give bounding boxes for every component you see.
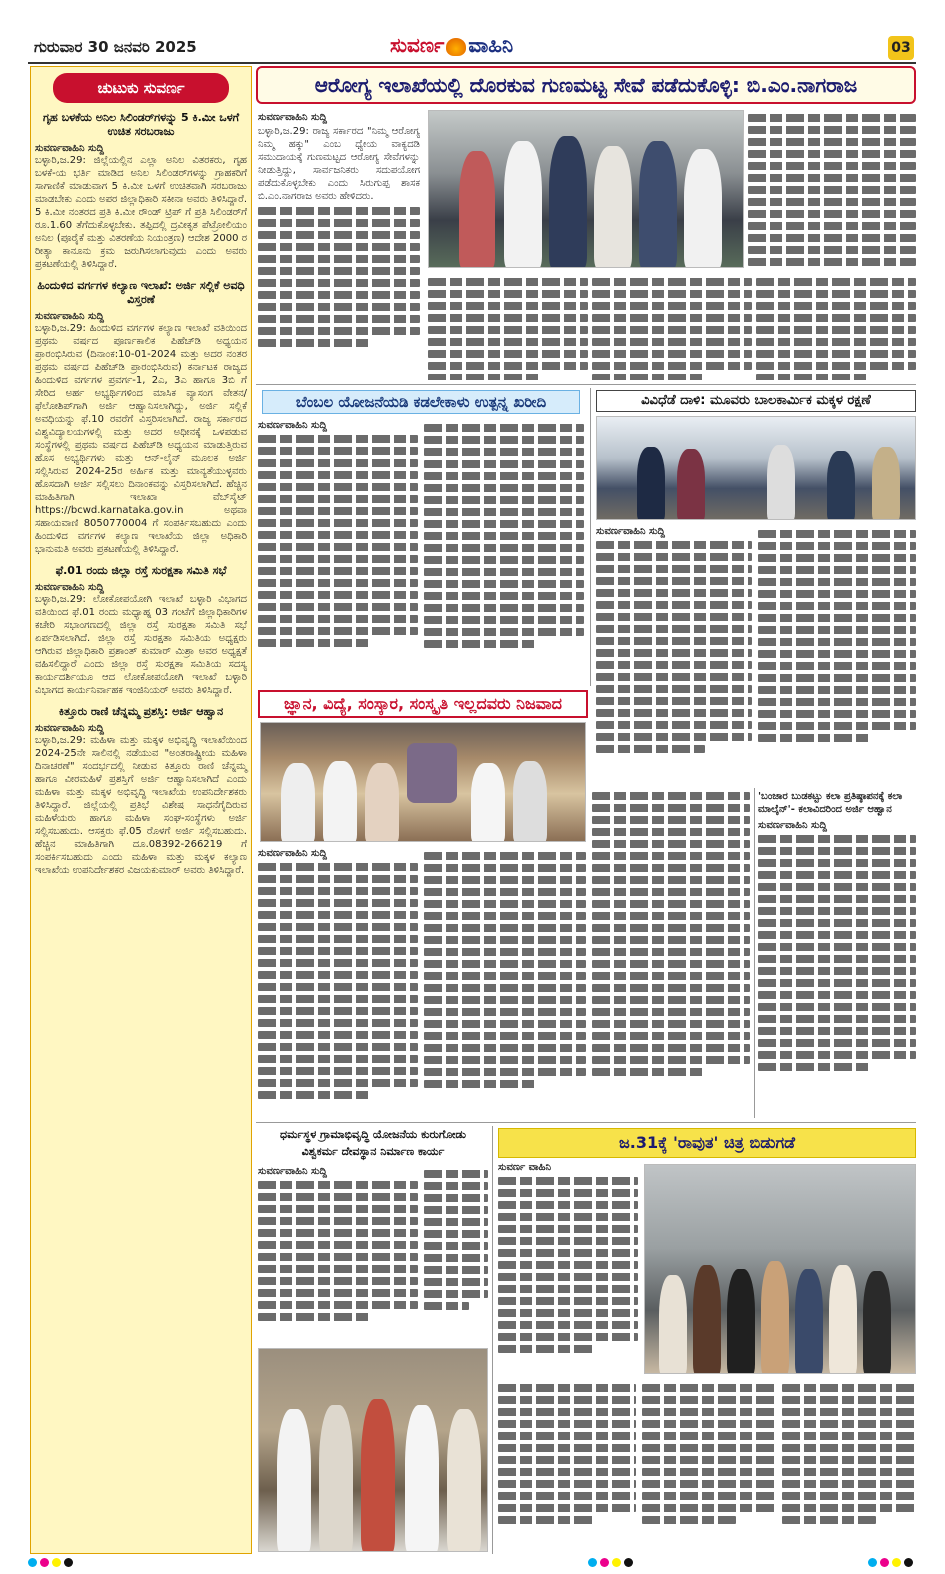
flame-logo-icon xyxy=(446,38,466,56)
jnana-col-1 xyxy=(258,848,418,1116)
brief-body: ಬಳ್ಳಾರಿ,ಜ.29: ಮಹಿಳಾ ಮತ್ತು ಮಕ್ಕಳ ಅಭಿವೃದ್ಧಿ ಇಲಾಖೆಯಿಂದ 2024-25ನೇ ಸಾಲಿನಲ್ಲಿ ನಡೆಯುವ "ಅಂತರಾಷ್ಟ್ರೀಯ ಮಹಿಳಾ ದಿನಾಚರಣೆ" ಸಂದರ್ಭದಲ್ಲಿ ನೀಡುವ ಕಿತ್ತೂರು ರಾಣಿ ಚೆನ್ನಮ್ಮ ಹಾಗೂ ವೀರಮಹಿಳೆ ಪ್ರಶಸ್ತಿಗೆ ಅರ್ಜಿ ಆಹ್ವಾನಿಸಲಾಗಿದೆ ಎಂದು ಮಹಿಳಾ ಮತ್ತು ಮಕ್ಕಳ ಅಭಿವೃದ್ಧಿ ಇಲಾಖೆಯ ಉಪನಿರ್ದೇಶಕರು ತಿಳಿಸಿದ್ದಾರೆ. ಜಿಲ್ಲೆಯಲ್ಲಿ ಪ್ರತಿಭೆ ವಿಶೇಷ ಸಾಧನೆಗೈದಿರುವ ಮಹಿಳೆಯರು ಹಾಗೂ ಮಹಿಳಾ ಸಂಘ-ಸಂಸ್ಥೆಗಳು ಅರ್ಜಿ ಸಲ್ಲಿಸಬಹುದು. ಆಸಕ್ತರು ಫೆ.05 ರೊಳಗೆ ಅರ್ಜಿ ಸಲ್ಲಿಸಬಹುದು. ಹೆಚ್ಚಿನ ಮಾಹಿತಿಗಾಗಿ ದೂ.08392-266219 ಗೆ ಸಂಪರ್ಕಿಸಬಹುದು ಎಂದು ಮಹಿಳಾ ಮತ್ತು ಮಕ್ಕಳ ಕಲ್ಯಾಣ ಇಲಾಖೆಯ ಉಪನಿರ್ದೇಶಕರ ವಿಜಯಕುಮಾರ್ ಅವರು ತಿಳಿಸಿದ್ದಾರೆ. xyxy=(35,735,247,876)
briefs-banner: ಚುಟುಕು ಸುವರ್ಣ xyxy=(53,73,229,103)
child-labour-photo xyxy=(596,416,916,520)
bengala-col-1 xyxy=(258,420,418,682)
bengala-source: ಸುವರ್ಣವಾಹಿನಿ ಸುದ್ದಿ xyxy=(258,420,327,431)
brief-source: ಸುವರ್ಣವಾಹಿನಿ ಸುದ್ದಿ xyxy=(35,582,104,593)
child-labour-col-1 xyxy=(596,526,752,784)
page-number: 03 xyxy=(888,36,914,60)
column-divider xyxy=(590,388,591,686)
kalavidaru-headline: 'ಬಂಜಾರ ಬುಡಕಟ್ಟು ಕಲಾ ಪ್ರತಿಷ್ಠಾಪನಕ್ಕೆ ಕಲಾ ಮಾಲ್ಕೆನ್'- ಕಲಾವಿದರಿಂದ ಅರ್ಜಿ ಆಹ್ವಾನ xyxy=(758,791,903,815)
bengala-headline: ಬೆಂಬಲ ಯೋಜನೆಯಡಿ ಕಡಲೇಕಾಳು ಉತ್ಪನ್ನ ಖರೀದಿ xyxy=(262,390,580,414)
brief-source: ಸುವರ್ಣವಾಹಿನಿ ಸುದ್ದಿ xyxy=(35,723,104,734)
masthead-rule xyxy=(28,62,916,64)
child-labour-source: ಸುವರ್ಣವಾಹಿನಿ ಸುದ್ದಿ xyxy=(596,526,665,537)
main-story-col-3 xyxy=(592,274,752,380)
child-labour-col-2 xyxy=(758,526,916,784)
ravuta-source: ಸುವರ್ಣ ವಾಹಿನಿ xyxy=(498,1162,552,1173)
dharmasthala-col-2 xyxy=(424,1166,488,1342)
section-divider xyxy=(256,1122,916,1123)
brief-source: ಸುವರ್ಣವಾಹಿನಿ ಸುದ್ದಿ xyxy=(35,143,104,154)
main-story-col-2 xyxy=(428,274,588,380)
jnana-headline: ಜ್ಞಾನ, ವಿದ್ಯೆ, ಸಂಸ್ಕಾರ, ಸಂಸ್ಕೃತಿ ಇಲ್ಲದವರು ನಿಜವಾದ xyxy=(258,690,588,718)
brief-body: ಬಳ್ಳಾರಿ,ಜ.29: ಹಿಂದುಳಿದ ವರ್ಗಗಳ ಕಲ್ಯಾಣ ಇಲಾಖೆ ವತಿಯಿಂದ ಪ್ರಥಮ ವರ್ಷದ ಪೂರ್ಣಕಾಲಿಕ ಪಿಹೆಚ್‌ಡಿ ಅಧ್ಯಯನ ಪ್ರಾರಂಭಿಸಿರುವ (ದಿನಾಂಕ:10-01-2024 ಮತ್ತು ಅದರ ನಂತರ ಪ್ರಥಮ ವರ್ಷದ ಪಿಹೆಚ್‌ಡಿ ಪ್ರಾರಂಭಿಸಿರುವ) ಕರ್ನಾಟಕ ರಾಜ್ಯದ ಹಿಂದುಳಿದ ವರ್ಗಗಳ ಪ್ರವರ್ಗ-1, 2ಎ, 3ಎ ಹಾಗೂ 3ಬಿ ಗೆ ಸೇರಿದ ಅರ್ಹ ಅಭ್ಯರ್ಥಿಗಳಿಂದ ಮಾಸಿಕ ವ್ಯಾಸಂಗ ವೇತನ/ಫೆಲೋಶಿಪ್‌ಗಾಗಿ ಅರ್ಜಿ ಆಹ್ವಾನಿಸಲಾಗಿದ್ದು, ಅರ್ಜಿ ಸಲ್ಲಿಕೆ ಅವಧಿಯನ್ನು ಫೆ.10 ರವರೆಗೆ ವಿಸ್ತರಿಸಲಾಗಿದೆ. ರಾಜ್ಯ ಸರ್ಕಾರದ ವಿಶ್ವವಿದ್ಯಾಲಯಗಳಲ್ಲಿ ಮತ್ತು ಅದರ ಅಧೀನಕ್ಕೆ ಒಳಪಡುವ ಸಂಸ್ಥೆಗಳಲ್ಲಿ ಪ್ರಥಮ ವರ್ಷದ ಪಿಹೆಚ್‌ಡಿ ಅಧ್ಯಯನ ಮಾಡುತ್ತಿರುವ ಹೊಸ ಅಭ್ಯರ್ಥಿಗಳು ಮತ್ತು ಆನ್-ಲೈನ್ ಮೂಲಕ ಅರ್ಜಿ ಸಲ್ಲಿಸಿರುವ 2024-25ರ ಅರ್ಹಿಕ ಮತ್ತು ಮಾನ್ಯತೆಯುಳ್ಳವರು ಹೊಸದಾಗಿ ಅರ್ಜಿ ಸಲ್ಲಿಸಲು ದಿನಾಂಕವನ್ನು ವಿಸ್ತರಿಸಲಾಗಿದೆ. ಹೆಚ್ಚಿನ ಮಾಹಿತಿಗಾಗಿ ಇಲಾಖಾ ವೆಬ್‌ಸೈಟ್ https://bcwd.karnataka.gov.in ಅಥವಾ ಸಹಾಯವಾಣಿ 8050770004 ಗೆ ಸಂಪರ್ಕಿಸಬಹುದು ಎಂದು ಹಿಂದುಳಿದ ವರ್ಗಗಳ ಕಲ್ಯಾಣ ಇಲಾಖೆಯ ಜಿಲ್ಲಾ ಅಧಿಕಾರಿ ಭಾನುಮತಿ ಅವರು ಪ್ರಕಟಣೆಯಲ್ಲಿ ತಿಳಿಸಿದ್ದಾರೆ. xyxy=(35,323,247,555)
brief-headline: ಕಿತ್ತೂರು ರಾಣಿ ಚೆನ್ನಮ್ಮ ಪ್ರಶಸ್ತಿ: ಅರ್ಜಿ ಆಹ್ವಾನ xyxy=(58,705,224,718)
brief-headline: ಹಿಂದುಳಿದ ವರ್ಗಗಳ ಕಲ್ಯಾಣ ಇಲಾಖೆ: ಅರ್ಜಿ ಸಲ್ಲಿಕೆ ಅವಧಿ ವಿಸ್ತರಣೆ xyxy=(37,279,245,306)
main-story-source: ಸುವರ್ಣವಾಹಿನಿ ಸುದ್ದಿ xyxy=(258,112,327,123)
ravuta-col-2 xyxy=(498,1380,636,1554)
dharmasthala-headline-line2: ವಿಶ್ವಕರ್ಮ ದೇವಸ್ಥಾನ ನಿರ್ಮಾಣ ಕಾರ್ಯ xyxy=(301,1145,445,1158)
main-story-photo xyxy=(428,110,744,268)
jnana-col-2 xyxy=(424,848,586,1116)
ravuta-headline: ಜ.31ಕ್ಕೆ 'ರಾವುತ' ಚಿತ್ರ ಬಿಡುಗಡೆ xyxy=(498,1128,916,1158)
bengala-col-2 xyxy=(424,420,584,682)
column-divider xyxy=(492,1126,493,1554)
brand-right: ವಾಹಿನಿ xyxy=(468,33,514,57)
edition-date: ಗುರುವಾರ 30 ಜನವರಿ 2025 xyxy=(34,38,197,56)
ravuta-col-3 xyxy=(642,1380,776,1554)
ravuta-photo xyxy=(644,1164,916,1374)
brief-story-4 xyxy=(35,705,247,877)
main-story-col-4 xyxy=(756,274,916,380)
print-registration-marks xyxy=(28,1558,916,1568)
brief-source: ಸುವರ್ಣವಾಹಿನಿ ಸುದ್ದಿ xyxy=(35,311,104,322)
child-labour-headline: ವಿವಿಧೆಡೆ ದಾಳಿ: ಮೂವರು ಬಾಲಕಾರ್ಮಿಕ ಮಕ್ಕಳ ರಕ್ಷಣೆ xyxy=(596,390,916,412)
brief-story-2 xyxy=(35,279,247,556)
newspaper-logo xyxy=(390,33,513,57)
dharmasthala-headline-line1: ಧರ್ಮಸ್ಥಳ ಗ್ರಾಮಾಭಿವೃದ್ಧಿ ಯೋಜನೆಯ ಕುರುಗೋಡು xyxy=(279,1128,467,1141)
jnana-source: ಸುವರ್ಣವಾಹಿನಿ ಸುದ್ದಿ xyxy=(258,848,327,859)
jnana-photo xyxy=(260,722,586,842)
main-story-col-right xyxy=(748,110,916,270)
ravuta-col-1 xyxy=(498,1162,638,1376)
column-divider xyxy=(754,788,755,1118)
dharmasthala-col-1 xyxy=(258,1166,418,1342)
main-story-col-1 xyxy=(258,112,420,380)
brand-left: ಸುವರ್ಣ xyxy=(390,33,445,57)
brief-body: ಬಳ್ಳಾರಿ,ಜ.29: ಜಿಲ್ಲೆಯಲ್ಲಿನ ಎಲ್ಲಾ ಅನಿಲ ವಿತರಕರು, ಗೃಹ ಬಳಕೆ-ಯ ಭರ್ತಿ ಮಾಡಿದ ಅನಿಲ ಸಿಲಿಂಡರ್‌ಗಳನ್ನು ಗ್ರಾಹಕರಿಗೆ ಸಾಗಾಣಿಕೆ ಮಾಡುವಾಗ 5 ಕಿ.ಮೀ ಒಳಗೆ ಉಚಿತವಾಗಿ ಸರಬರಾಜು ಮಾಡಬೇಕು ಎಂದು ಅಪರ ಜಿಲ್ಲಾಧಿಕಾರಿ ಸಕೀನಾ ಅವರು ತಿಳಿಸಿದ್ದಾರೆ. 5 ಕಿ.ಮೀ ನಂತರದ ಪ್ರತಿ ಕಿ.ಮೀ ರೌಂಡ್ ಟ್ರಿಪ್ ಗೆ ಪ್ರತಿ ಸಿಲಿಂಡರ್‌ಗೆ ರೂ.1.60 ತೆಗೆದುಕೊಳ್ಳಬೇಕು. ತಪ್ಪಿದಲ್ಲಿ ದ್ರವೀಕೃತ ಪೆಟ್ರೋಲಿಯಂ ಅನಿಲ (ಪೂರೈಕೆ ಮತ್ತು ವಿತರಣೆಯ ನಿಯಂತ್ರಣ) ಆದೇಶ 2000 ರ ರೀತ್ಯಾ ಕಾನೂನು ಕ್ರಮ ಜರುಗಿಸಲಾಗುವುದು ಎಂದು ಅವರು ಪ್ರಕಟಣೆಯಲ್ಲಿ ತಿಳಿಸಿದ್ದಾರೆ. xyxy=(35,155,248,270)
brief-body: ಬಳ್ಳಾರಿ,ಜ.29: ಲೋಕೋಪಯೋಗಿ ಇಲಾಖೆ ಬಳ್ಳಾರಿ ವಿಭಾಗದ ವತಿಯಿಂದ ಫೆ.01 ರಂದು ಮಧ್ಯಾಹ್ನ 03 ಗಂಟೆಗೆ ಜಿಲ್ಲಾಧಿಕಾರಿಗಳ ಕಚೇರಿ ಸಭಾಂಗಣದಲ್ಲಿ ಜಿಲ್ಲಾ ರಸ್ತೆ ಸುರಕ್ಷತಾ ಸಮಿತಿ ಸಭೆ ಏರ್ಪಡಿಸಲಾಗಿದೆ. ಜಿಲ್ಲಾ ರಸ್ತೆ ಸುರಕ್ಷತಾ ಸಮಿತಿಯ ಅಧ್ಯಕ್ಷರು ಆಗಿರುವ ಜಿಲ್ಲಾಧಿಕಾರಿ ಪ್ರಶಾಂತ್ ಕುಮಾರ್ ಮಿಶ್ರಾ ಅವರ ಅಧ್ಯಕ್ಷತೆ ವಹಿಸಲಿದ್ದಾರೆ ಎಂದು ಜಿಲ್ಲಾ ರಸ್ತೆ ಸುರಕ್ಷತಾ ಸಮಿತಿಯ ಸದಸ್ಯ ಕಾರ್ಯದರ್ಶಿಯೂ ಆದ ಲೋಕೋಪಯೋಗಿ ಇಲಾಖೆ ಬಳ್ಳಾರಿ ವಿಭಾಗದ ಕಾರ್ಯನಿರ್ವಾಹಕ ಇಂಜಿನಿಯರ್ ಅವರು ತಿಳಿಸಿದ್ದಾರೆ. xyxy=(35,594,247,696)
jnana-col-3 xyxy=(592,788,750,1116)
main-story-lead: ಬಳ್ಳಾರಿ,ಜ.29: ರಾಜ್ಯ ಸರ್ಕಾರದ "ನಿಮ್ಮ ಆರೋಗ್ಯ ನಿಮ್ಮ ಹಕ್ಕು" ಎಂಬ ಧ್ಯೇಯ ವಾಕ್ಯದಡಿ ಸಮುದಾಯಕ್ಕೆ ಗುಣಮಟ್ಟದ ಆರೋಗ್ಯ ಸೇವೆಗಳನ್ನು ನೀಡುತ್ತಿದ್ದು, ಸಾರ್ವಜನಿಕರು ಸದುಪಯೋಗ ಪಡೆದುಕೊಳ್ಳಬೇಕು ಎಂದು ಸಿರುಗುಪ್ಪ ಶಾಸಕ ಬಿ.ಎಂ.ನಾಗರಾಜ ಅವರು ಹೇಳಿದರು. xyxy=(258,126,420,202)
kalavidaru-story xyxy=(758,790,916,1118)
brief-story-1 xyxy=(35,111,247,271)
ravuta-col-4 xyxy=(782,1380,916,1554)
left-briefs-column xyxy=(30,66,252,1554)
section-divider xyxy=(256,384,916,385)
main-headline: ಆರೋಗ್ಯ ಇಲಾಖೆಯಲ್ಲಿ ದೊರಕುವ ಗುಣಮಟ್ಟ ಸೇವೆ ಪಡೆದುಕೊಳ್ಳಿ: ಬಿ.ಎಂ.ನಾಗರಾಜ xyxy=(256,66,916,104)
dharmasthala-photo xyxy=(258,1348,488,1552)
brief-headline: ಗೃಹ ಬಳಕೆಯ ಅನಿಲ ಸಿಲಿಂಡರ್‌ಗಳನ್ನು 5 ಕಿ.ಮೀ ಒಳಗೆ ಉಚಿತ ಸರಬರಾಜು xyxy=(42,111,240,138)
kalavidaru-source: ಸುವರ್ಣವಾಹಿನಿ ಸುದ್ದಿ xyxy=(758,820,827,831)
brief-headline: ಫೆ.01 ರಂದು ಜಿಲ್ಲಾ ರಸ್ತೆ ಸುರಕ್ಷತಾ ಸಮಿತಿ ಸಭೆ xyxy=(55,564,227,577)
brief-story-3 xyxy=(35,564,247,697)
dharmasthala-headline xyxy=(258,1126,488,1162)
dharmasthala-source: ಸುವರ್ಣವಾಹಿನಿ ಸುದ್ದಿ xyxy=(258,1166,327,1177)
